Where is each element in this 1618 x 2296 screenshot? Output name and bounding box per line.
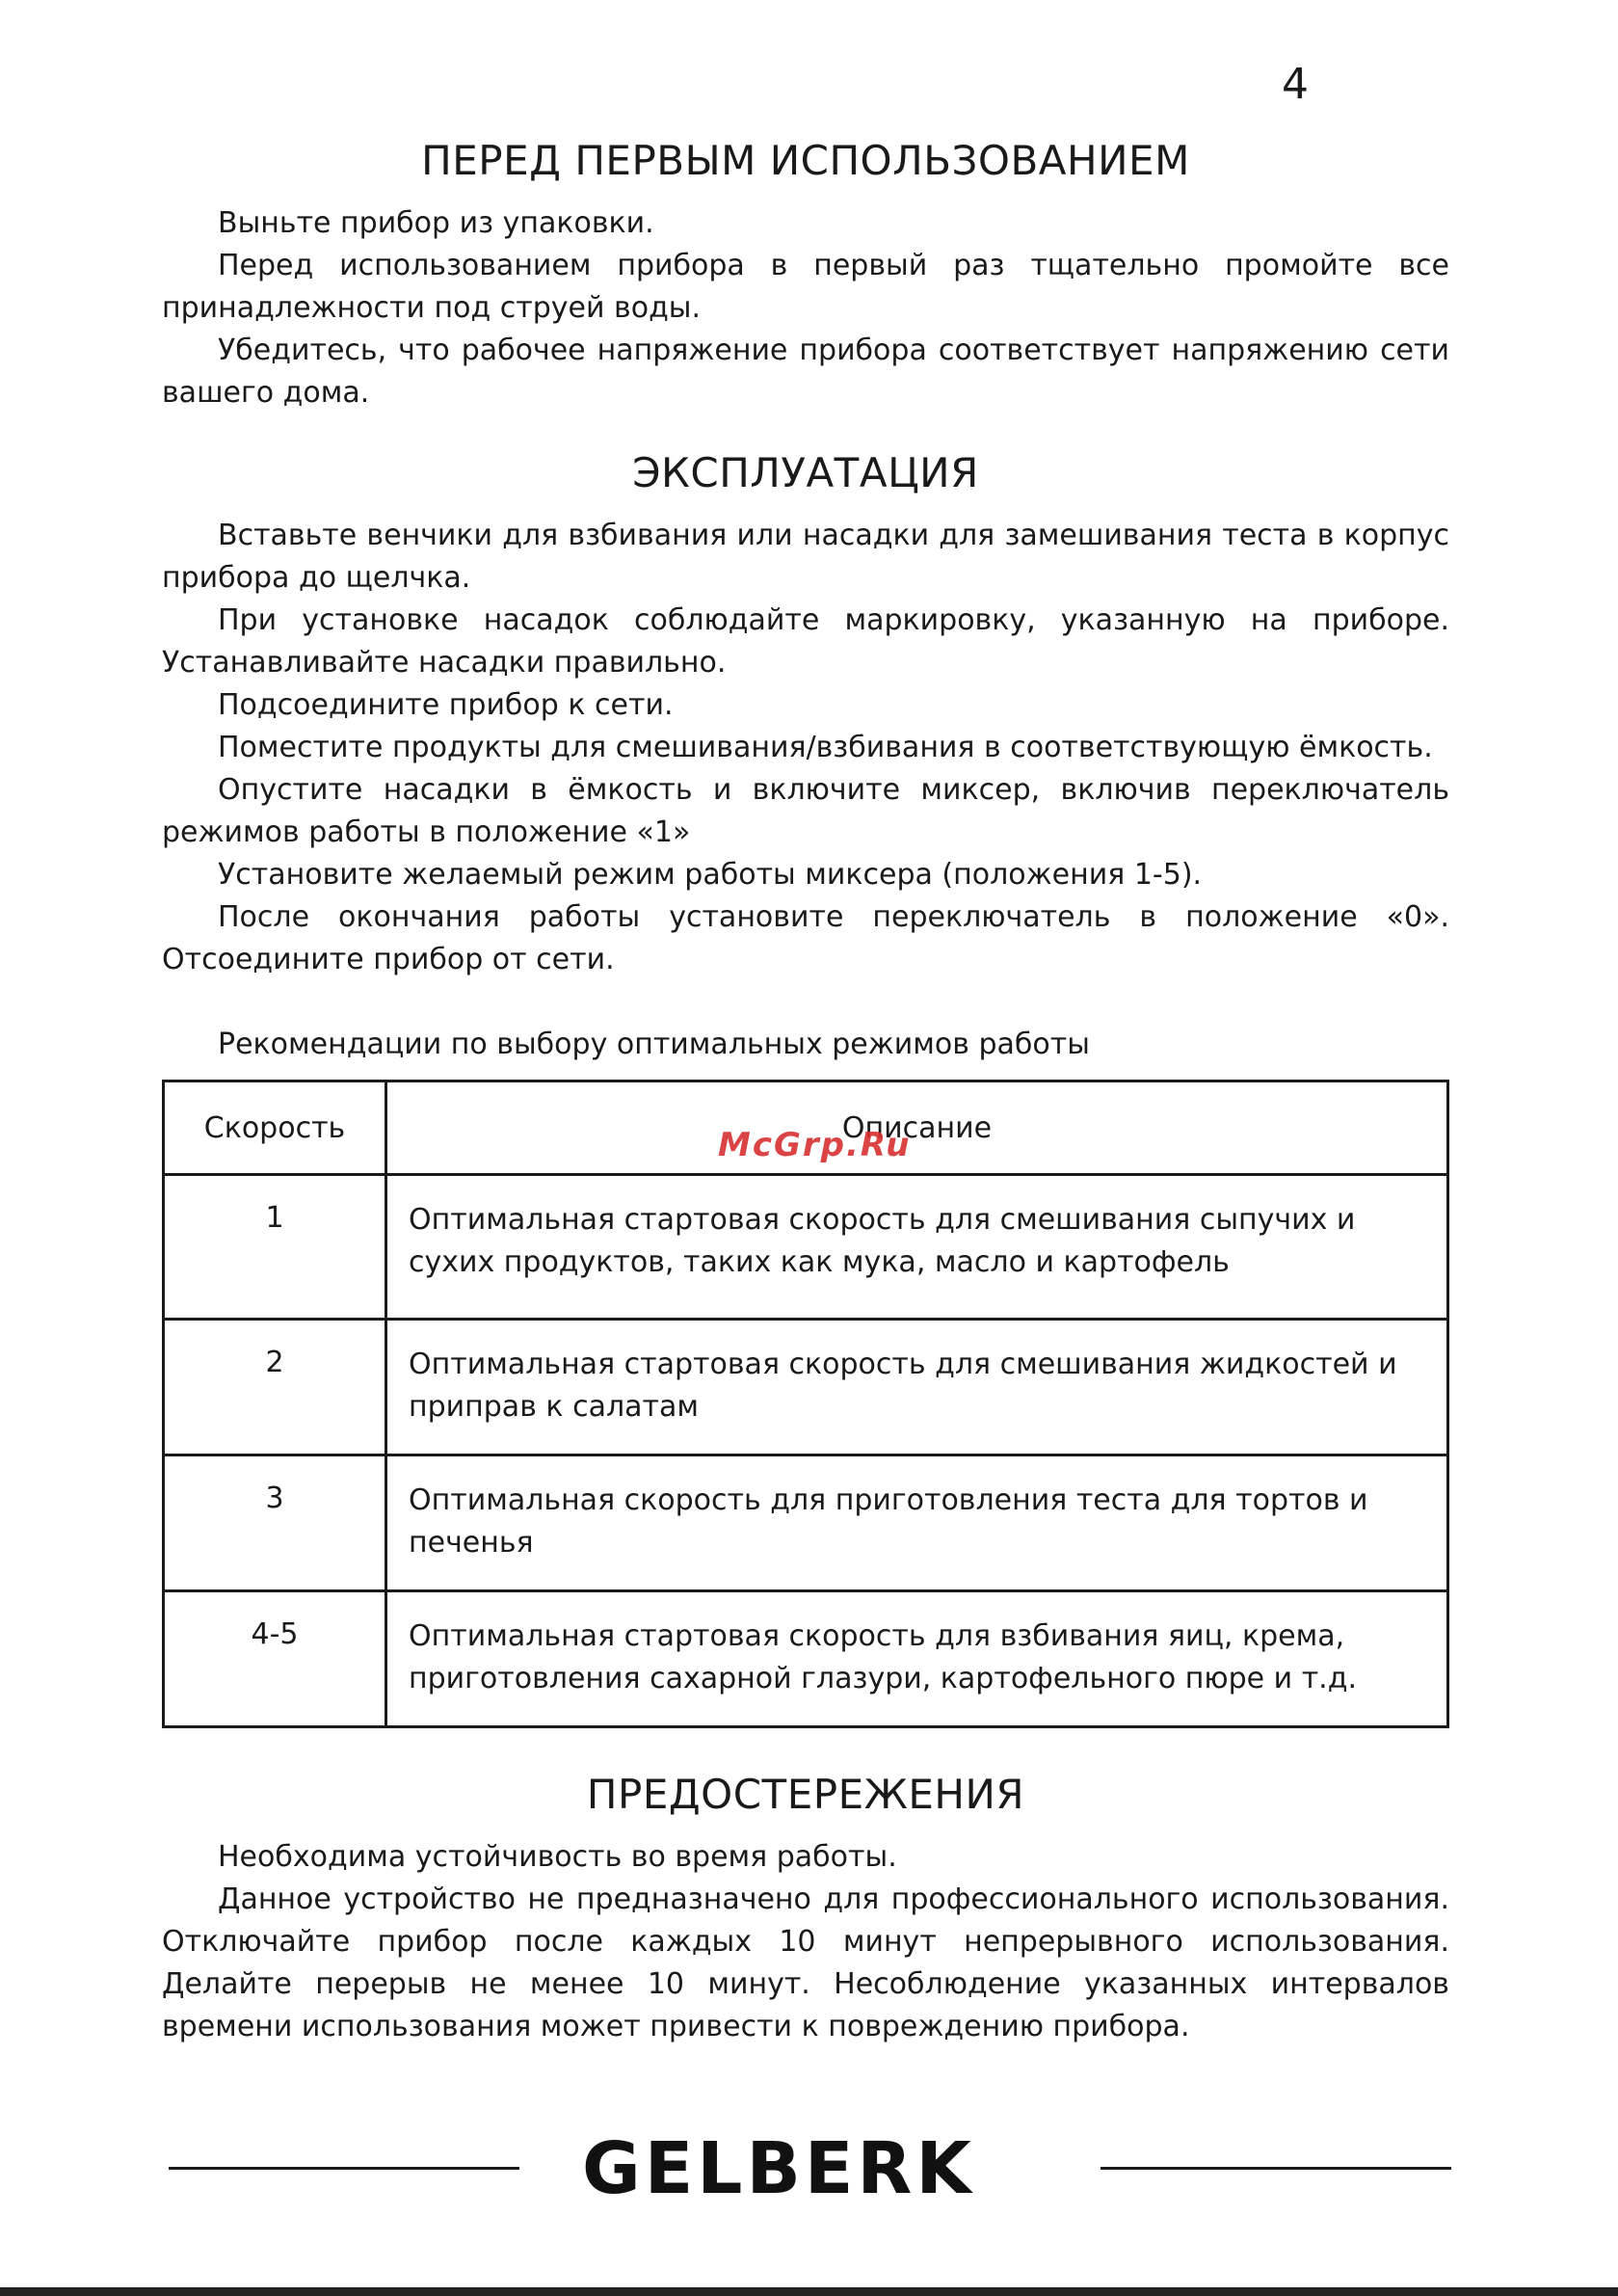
table-caption: Рекомендации по выбору оптимальных режимов работы	[218, 1028, 1090, 1061]
page-bottom-edge	[0, 2287, 1618, 2296]
brand-logo: GELBERK	[582, 2127, 975, 2210]
footer-rule-left	[169, 2167, 519, 2170]
speed-cell: 4-5	[164, 1591, 386, 1727]
paragraph: Выньте прибор из упаковки.	[218, 206, 654, 240]
section-title-operation: ЭКСПЛУАТАЦИЯ	[632, 449, 979, 496]
watermark: McGrp.Ru	[718, 1126, 912, 1164]
description-cell: Оптимальная стартовая скорость для смешивания жидкостей и приправ к салатам	[386, 1320, 1448, 1455]
description-cell: Оптимальная стартовая скорость для смешивания сыпучих и сухих продуктов, таких как мука, масло и картофель	[386, 1175, 1448, 1320]
speed-cell: 1	[164, 1175, 386, 1320]
paragraph: Установите желаемый режим работы миксера (положения 1-5).	[218, 858, 1203, 892]
paragraph: Поместите продукты для смешивания/взбивания в соответствующую ёмкость.	[218, 731, 1433, 764]
description-cell: Оптимальная стартовая скорость для взбивания яиц, крема, приготовления сахарной глазури, картофельного пюре и т.д.	[386, 1591, 1448, 1727]
speed-modes-table	[162, 1080, 1449, 1728]
table-row	[164, 1320, 1448, 1455]
header-description: Описание	[386, 1081, 1448, 1175]
header-speed: Скорость	[164, 1081, 386, 1175]
paragraph: После окончания работы установите переключатель в положение «0». Отсоедините прибор от сети.	[162, 900, 1449, 976]
paragraph: Опустите насадки в ёмкость и включите миксер, включив переключатель режимов работы в положение «1»	[162, 773, 1449, 849]
paragraph: Перед использованием прибора в первый раз тщательно промойте все принадлежности под струей воды.	[162, 249, 1449, 325]
paragraph: Вставьте венчики для взбивания или насадки для замешивания теста в корпус прибора до щелчка.	[162, 519, 1449, 595]
paragraph: Убедитесь, что рабочее напряжение прибора соответствует напряжению сети вашего дома.	[162, 334, 1449, 410]
paragraph: При установке насадок соблюдайте маркировку, указанную на приборе. Устанавливайте насадки правильно.	[162, 603, 1449, 680]
table-row	[164, 1591, 1448, 1727]
paragraph: Подсоедините прибор к сети.	[218, 688, 674, 722]
document-body	[162, 133, 1449, 2048]
section-title-precautions: ПРЕДОСТЕРЕЖЕНИЯ	[586, 1771, 1025, 1818]
page-number: 4	[1282, 60, 1309, 109]
footer-rule-right	[1101, 2167, 1451, 2170]
paragraph: Необходима устойчивость во время работы.	[218, 1840, 897, 1874]
table-row	[164, 1455, 1448, 1591]
speed-cell: 3	[164, 1455, 386, 1591]
paragraph: Данное устройство не предназначено для профессионального использования. Отключайте прибор после каждых 10 минут непрерывного использования. Делайте перерыв не менее 10 минут. Несоблюдение указанных интервалов времени использования может привести к повреждению прибора.	[162, 1882, 1449, 2043]
speed-cell: 2	[164, 1320, 386, 1455]
table-row	[164, 1175, 1448, 1320]
description-cell: Оптимальная скорость для приготовления теста для тортов и печенья	[386, 1455, 1448, 1591]
section-title-before-use: ПЕРЕД ПЕРВЫМ ИСПОЛЬЗОВАНИЕМ	[421, 137, 1190, 184]
